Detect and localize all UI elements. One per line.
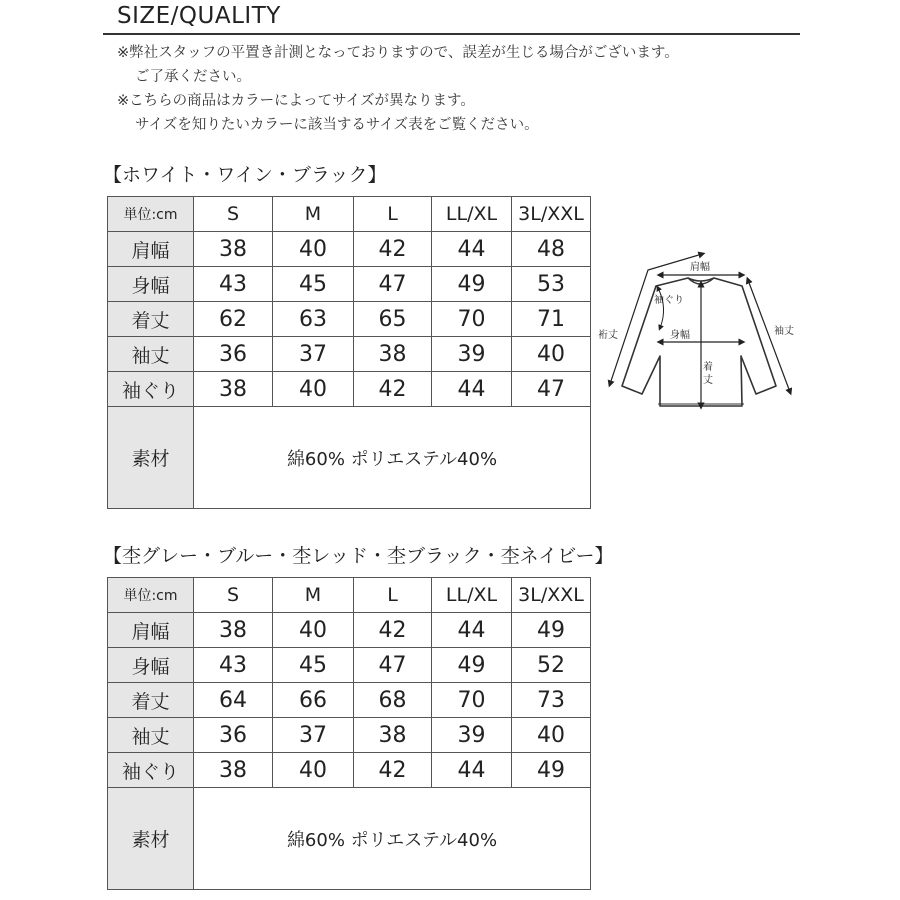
cell: 49 <box>432 648 512 683</box>
size-header: M <box>273 578 354 613</box>
unit-label: 単位:cm <box>108 197 194 232</box>
label-length-2: 丈 <box>703 375 713 386</box>
note-line: ※弊社スタッフの平置き計測となっておりますので、誤差が生じる場合がございます。 <box>117 45 679 61</box>
cell: 48 <box>512 232 591 267</box>
cell: 65 <box>354 302 432 337</box>
cell: 42 <box>354 232 432 267</box>
row-label: 肩幅 <box>108 613 194 648</box>
cell: 53 <box>512 267 591 302</box>
material-value: 綿60% ポリエステル40% <box>194 788 591 890</box>
size-header: L <box>354 578 432 613</box>
cell: 66 <box>273 683 354 718</box>
cell: 63 <box>273 302 354 337</box>
notes <box>117 41 679 137</box>
cell: 47 <box>512 372 591 407</box>
cell: 42 <box>354 753 432 788</box>
material-value: 綿60% ポリエステル40% <box>194 407 591 509</box>
table-row <box>108 683 591 718</box>
table-row <box>108 718 591 753</box>
size-header: 3L/XXL <box>512 578 591 613</box>
cell: 37 <box>273 337 354 372</box>
label-body-width: 身幅 <box>670 330 690 341</box>
cell: 49 <box>512 613 591 648</box>
table-row <box>108 372 591 407</box>
row-label: 身幅 <box>108 267 194 302</box>
cell: 52 <box>512 648 591 683</box>
cell: 43 <box>194 267 273 302</box>
cell: 39 <box>432 337 512 372</box>
cell: 49 <box>432 267 512 302</box>
note-line: ご了承ください。 <box>135 69 251 85</box>
table-row <box>108 267 591 302</box>
cell: 38 <box>194 232 273 267</box>
row-label: 袖丈 <box>108 337 194 372</box>
cell: 38 <box>194 613 273 648</box>
cell: 36 <box>194 337 273 372</box>
cell: 44 <box>432 372 512 407</box>
size-header: S <box>194 197 273 232</box>
cell: 38 <box>354 718 432 753</box>
material-label: 素材 <box>108 788 194 890</box>
cell: 38 <box>354 337 432 372</box>
material-row <box>108 407 591 509</box>
cell: 47 <box>354 648 432 683</box>
size-header: 3L/XXL <box>512 197 591 232</box>
cell: 36 <box>194 718 273 753</box>
cell: 45 <box>273 648 354 683</box>
cell: 45 <box>273 267 354 302</box>
size-header: LL/XL <box>432 197 512 232</box>
table-row <box>108 648 591 683</box>
cell: 68 <box>354 683 432 718</box>
cell: 42 <box>354 613 432 648</box>
title-divider <box>103 33 800 35</box>
row-label: 袖丈 <box>108 718 194 753</box>
material-label: 素材 <box>108 407 194 509</box>
cell: 40 <box>273 613 354 648</box>
cell: 44 <box>432 753 512 788</box>
row-label: 身幅 <box>108 648 194 683</box>
label-yuki: 裄丈 <box>598 330 618 341</box>
cell: 47 <box>354 267 432 302</box>
table-row <box>108 302 591 337</box>
cell: 64 <box>194 683 273 718</box>
size-header: L <box>354 197 432 232</box>
size-table-2 <box>107 577 591 890</box>
cell: 71 <box>512 302 591 337</box>
shirt-measurement-diagram <box>596 246 800 422</box>
cell: 43 <box>194 648 273 683</box>
cell: 40 <box>512 718 591 753</box>
row-label: 肩幅 <box>108 232 194 267</box>
label-sleeve-length: 袖丈 <box>774 326 794 337</box>
size-header: M <box>273 197 354 232</box>
label-armhole: 袖ぐり <box>654 295 684 306</box>
material-row <box>108 788 591 890</box>
table-row <box>108 232 591 267</box>
cell: 42 <box>354 372 432 407</box>
cell: 70 <box>432 302 512 337</box>
label-length-1: 着 <box>703 362 713 373</box>
cell: 40 <box>273 232 354 267</box>
table1-heading: 【ホワイト・ワイン・ブラック】 <box>103 164 387 186</box>
row-label: 着丈 <box>108 683 194 718</box>
label-shoulder: 肩幅 <box>690 262 710 273</box>
cell: 40 <box>273 753 354 788</box>
cell: 44 <box>432 613 512 648</box>
table-row <box>108 337 591 372</box>
table2-heading: 【杢グレー・ブルー・杢レッド・杢ブラック・杢ネイビー】 <box>103 545 614 567</box>
row-label: 袖ぐり <box>108 753 194 788</box>
cell: 38 <box>194 372 273 407</box>
cell: 39 <box>432 718 512 753</box>
cell: 62 <box>194 302 273 337</box>
cell: 44 <box>432 232 512 267</box>
note-line: ※こちらの商品はカラーによってサイズが異なります。 <box>117 93 475 109</box>
row-label: 袖ぐり <box>108 372 194 407</box>
cell: 40 <box>273 372 354 407</box>
cell: 40 <box>512 337 591 372</box>
size-header: LL/XL <box>432 578 512 613</box>
unit-label: 単位:cm <box>108 578 194 613</box>
cell: 38 <box>194 753 273 788</box>
size-header: S <box>194 578 273 613</box>
table-row <box>108 613 591 648</box>
cell: 37 <box>273 718 354 753</box>
cell: 70 <box>432 683 512 718</box>
cell: 73 <box>512 683 591 718</box>
cell: 49 <box>512 753 591 788</box>
page-title: SIZE/QUALITY <box>117 3 281 29</box>
table-row <box>108 753 591 788</box>
size-table-1 <box>107 196 591 509</box>
note-line: サイズを知りたいカラーに該当するサイズ表をご覧ください。 <box>135 117 539 133</box>
row-label: 着丈 <box>108 302 194 337</box>
